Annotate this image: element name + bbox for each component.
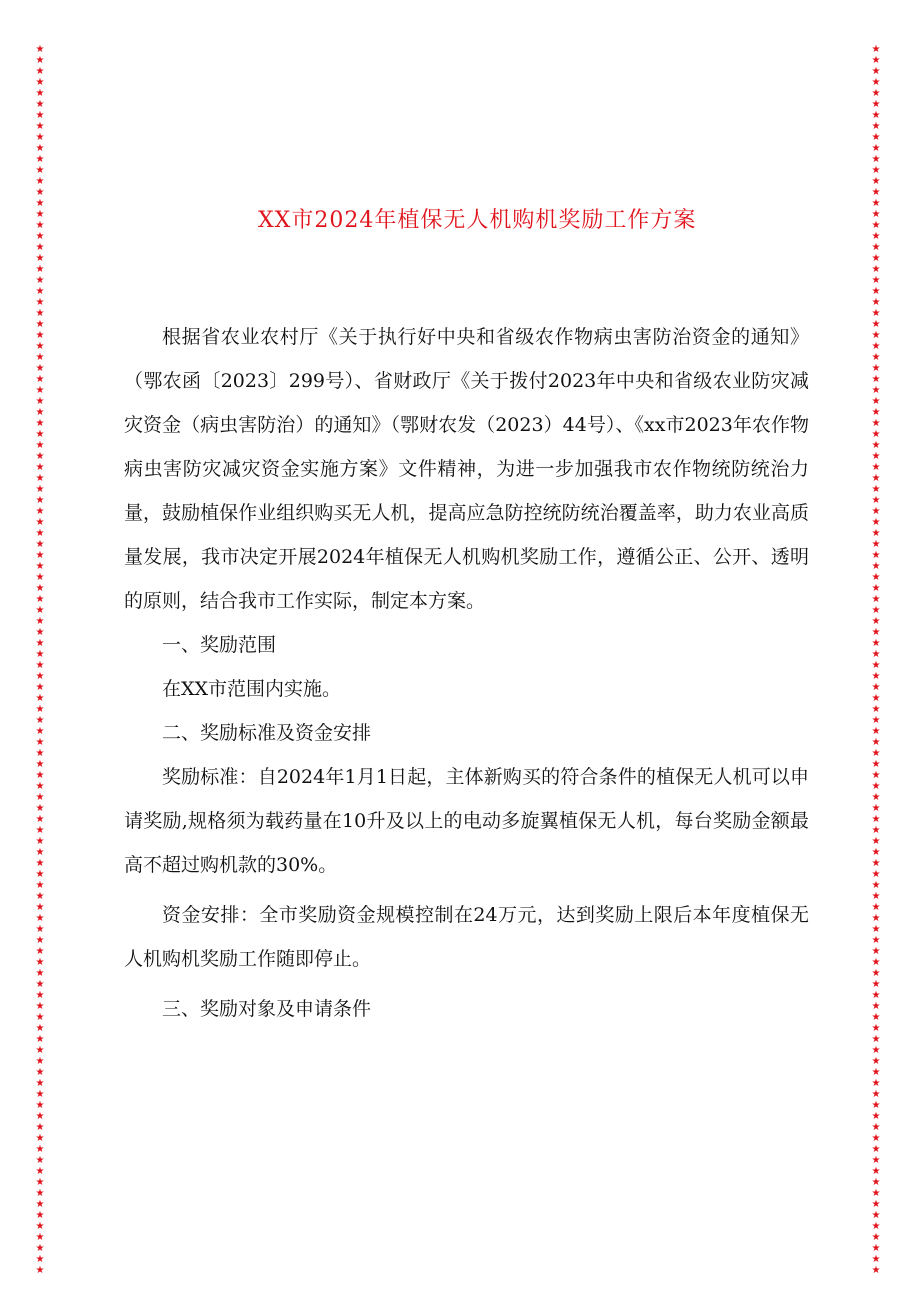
section-heading-1: 一、奖励范围 bbox=[162, 634, 277, 656]
document-title: XX市2024年植保无人机购机奖励工作方案 bbox=[258, 208, 697, 233]
funding-arrangement-paragraph: 资金安排：全市奖励资金规模控制在24万元，达到奖励上限后本年度植保无人机购机奖励工作随即停止。 bbox=[124, 904, 809, 970]
document-body bbox=[124, 315, 809, 1031]
reward-standard-paragraph: 奖励标准：自2024年1月1日起，主体新购买的符合条件的植保无人机可以申请奖励,规格须为载药量在10升及以上的电动多旋翼植保无人机，每台奖励金额最高不超过购机款的30%。 bbox=[124, 766, 809, 876]
section-heading-3: 三、奖励对象及申请条件 bbox=[162, 998, 372, 1020]
intro-paragraph: 根据省农业农村厅《关于执行好中央和省级农作物病虫害防治资金的通知》（鄂农函〔2023〕299号）、省财政厅《关于拨付2023年中央和省级农业防灾减灾资金（病虫害防治）的通知》（鄂财农发（2023）44号）、《xx市2023年农作物病虫害防灾减灾资金实施方案》文件精神，为进一步加强我市农作物统防统治力量，鼓励植保作业组织购买无人机，提高应急防控统防统治覆盖率，助力农业高质量发展，我市决定开展2024年植保无人机购机奖励工作，遵循公正、公开、透明的原则，结合我市工作实际，制定本方案。 bbox=[124, 326, 809, 612]
section-heading-2: 二、奖励标准及资金安排 bbox=[162, 722, 372, 744]
right-star-border: ★ ★ ★ ★ ★ ★ ★ ★ ★ ★ ★ ★ ★ ★ ★ ★ ★ ★ ★ ★ ★ ★ ★ ★ ★ ★ ★ ★ ★ ★ ★ ★ ★ ★ ★ ★ ★ ★ ★ ★ ★ ★ ★ ★ ★ ★ ★ ★ ★ ★ ★ ★ ★ ★ ★ ★ ★ ★ ★ ★ ★ ★ ★ ★ ★ ★ ★ ★ ★ ★ ★ ★ ★ ★ ★ ★ ★ ★ ★ ★ ★ ★ ★ ★ ★ ★ ★ ★ ★ ★ ★ ★ ★ ★ ★ ★ ★ ★ ★ ★ ★ ★ ★ ★ ★ ★ ★ ★ ★ ★ ★ ★ bbox=[871, 44, 881, 1276]
section-1-text: 在XX市范围内实施。 bbox=[162, 678, 342, 700]
left-star-border: ★ ★ ★ ★ ★ ★ ★ ★ ★ ★ ★ ★ ★ ★ ★ ★ ★ ★ ★ ★ ★ ★ ★ ★ ★ ★ ★ ★ ★ ★ ★ ★ ★ ★ ★ ★ ★ ★ ★ ★ ★ ★ ★ ★ ★ ★ ★ ★ ★ ★ ★ ★ ★ ★ ★ ★ ★ ★ ★ ★ ★ ★ ★ ★ ★ ★ ★ ★ ★ ★ ★ ★ ★ ★ ★ ★ ★ ★ ★ ★ ★ ★ ★ ★ ★ ★ ★ ★ ★ ★ ★ ★ ★ ★ ★ ★ ★ ★ ★ ★ ★ ★ ★ ★ ★ ★ ★ ★ ★ ★ ★ ★ bbox=[35, 44, 45, 1276]
